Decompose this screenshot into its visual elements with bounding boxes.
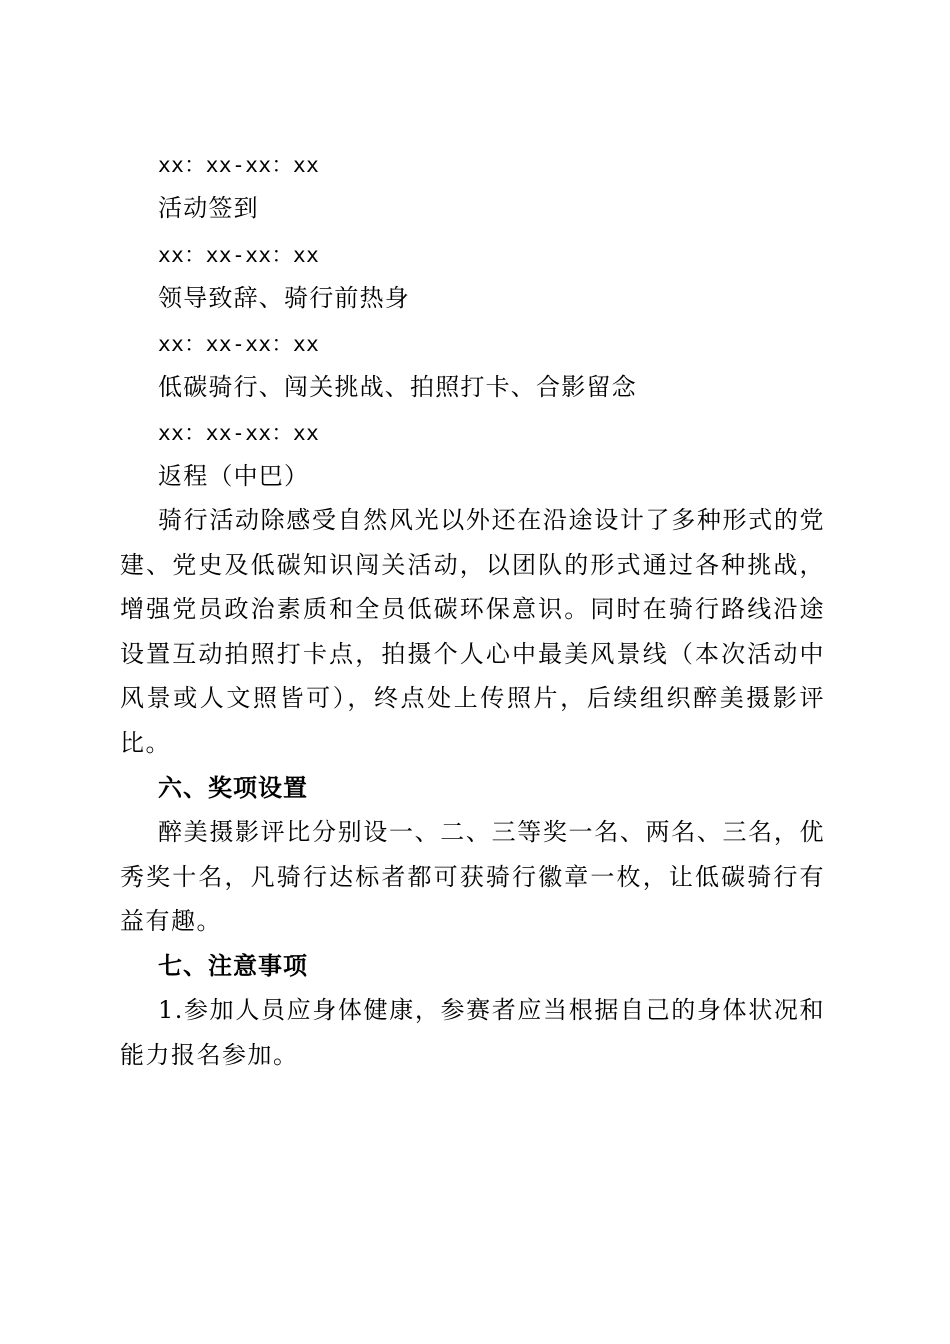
schedule-time-2: xx：xx-xx：xx (158, 243, 320, 267)
section-7-heading: 七、注意事项 (158, 952, 308, 980)
section-6-heading: 六、奖项设置 (158, 774, 308, 802)
schedule-activity-3: 低碳骑行、闯关挑战、拍照打卡、合影留念 (158, 373, 637, 401)
schedule-time-4: xx：xx-xx：xx (158, 421, 320, 445)
schedule-time-1: xx：xx-xx：xx (158, 153, 320, 177)
activity-description-paragraph: 骑行活动除感受自然风光以外还在沿途设计了多种形式的党建、党史及低碳知识闯关活动，以团队的形式通过各种挑战，增强党员政治素质和全员低碳环保意识。同时在骑行路线沿途设置互动拍照打卡点，拍摄个人心中最美风景线（本次活动中风景或人文照皆可），终点处上传照片，后续组织醉美摄影评比。 (120, 506, 825, 757)
schedule-activity-4: 返程（中巴） (158, 462, 310, 490)
section-7-paragraph: 1.参加人员应身体健康，参赛者应当根据自己的身体状况和能力报名参加。 (120, 996, 825, 1069)
schedule-activity-1: 活动签到 (158, 194, 259, 222)
schedule-time-3: xx：xx-xx：xx (158, 332, 320, 356)
section-6-paragraph: 醉美摄影评比分别设一、二、三等奖一名、两名、三名，优秀奖十名，凡骑行达标者都可获骑行徽章一枚，让低碳骑行有益有趣。 (120, 818, 825, 935)
schedule-activity-2: 领导致辞、骑行前热身 (158, 284, 410, 312)
